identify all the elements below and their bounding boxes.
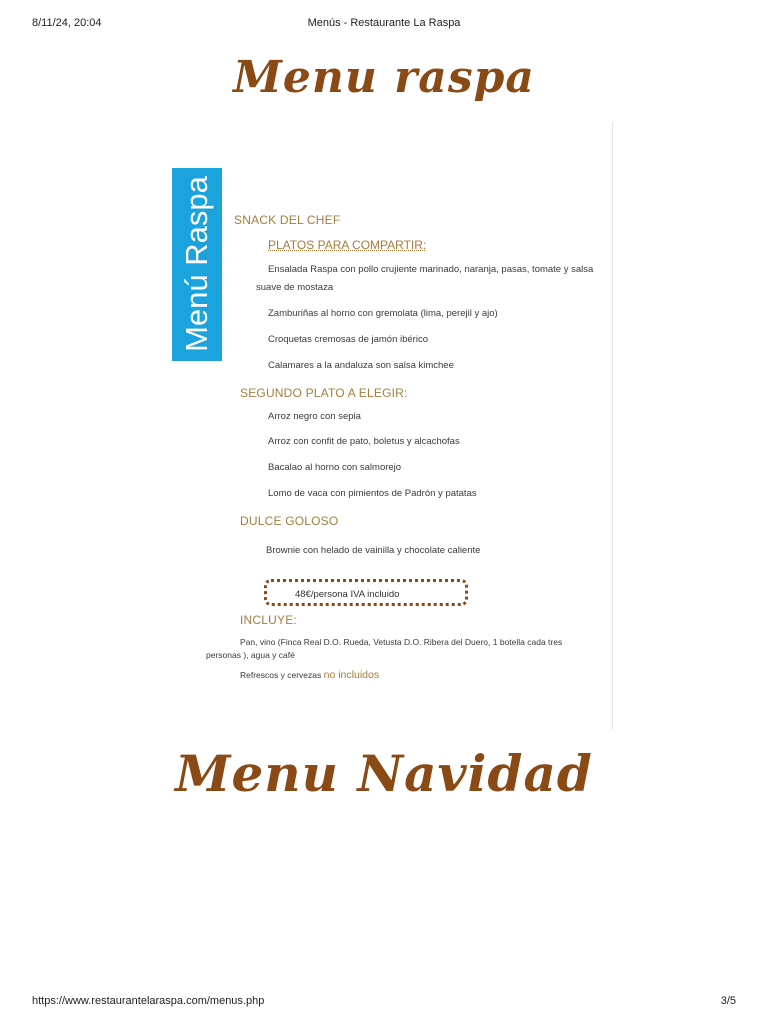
section-dulce: DULCE GOLOSO: [240, 514, 339, 528]
item-brownie: Brownie con helado de vainilla y chocolate caliente: [266, 545, 481, 556]
section-platos-compartir: PLATOS PARA COMPARTIR:: [268, 238, 427, 252]
item-arroz-confit: Arroz con confit de pato, boletus y alcachofas: [268, 436, 460, 447]
menu-banner-text: Menú Raspa: [179, 176, 214, 352]
print-date: 8/11/24, 20:04: [32, 17, 102, 29]
refrescos-prefix: Refrescos y cervezas: [240, 670, 322, 680]
section-segundo: SEGUNDO PLATO A ELEGIR:: [240, 386, 408, 400]
section-incluye: INCLUYE:: [240, 613, 297, 627]
menu-banner: [172, 168, 222, 361]
item-ensalada-1: Ensalada Raspa con pollo crujiente marinado, naranja, pasas, tomate y salsa: [268, 264, 594, 275]
item-lomo: Lomo de vaca con pimientos de Padrón y patatas: [268, 488, 477, 499]
price-box: [264, 579, 468, 606]
refrescos-line: [240, 667, 379, 684]
item-arroz-negro: Arroz negro con sepia: [268, 411, 361, 422]
menu-raspa-heading: Menu raspa: [233, 52, 535, 103]
item-ensalada-2: suave de mostaza: [256, 282, 334, 293]
price-text: 48€/persona IVA incluido: [295, 589, 400, 600]
item-croquetas: Croquetas cremosas de jamón ibérico: [268, 334, 428, 345]
section-snack: SNACK DEL CHEF: [234, 213, 341, 227]
print-page-number: 3/5: [720, 995, 736, 1007]
item-calamares: Calamares a la andaluza son salsa kimchee: [268, 360, 454, 371]
print-url: https://www.restaurantelaraspa.com/menus.php: [32, 995, 265, 1007]
card-divider: [612, 122, 613, 730]
item-zamburinas: Zamburiñas al horno con gremolata (lima, perejil y ajo): [268, 308, 498, 319]
print-page-title: Menús - Restaurante La Raspa: [307, 17, 461, 29]
incluye-line-2: personas ), agua y café: [206, 650, 295, 660]
item-bacalao: Bacalao al horno con salmorejo: [268, 462, 402, 473]
menu-navidad-heading: Menu Navidad: [175, 744, 593, 803]
refrescos-highlight: no incluidos: [323, 669, 380, 681]
incluye-line-1: Pan, vino (Finca Real D.O. Rueda, Vetusta D.O. Ribera del Duero, 1 botella cada tres: [240, 637, 563, 647]
